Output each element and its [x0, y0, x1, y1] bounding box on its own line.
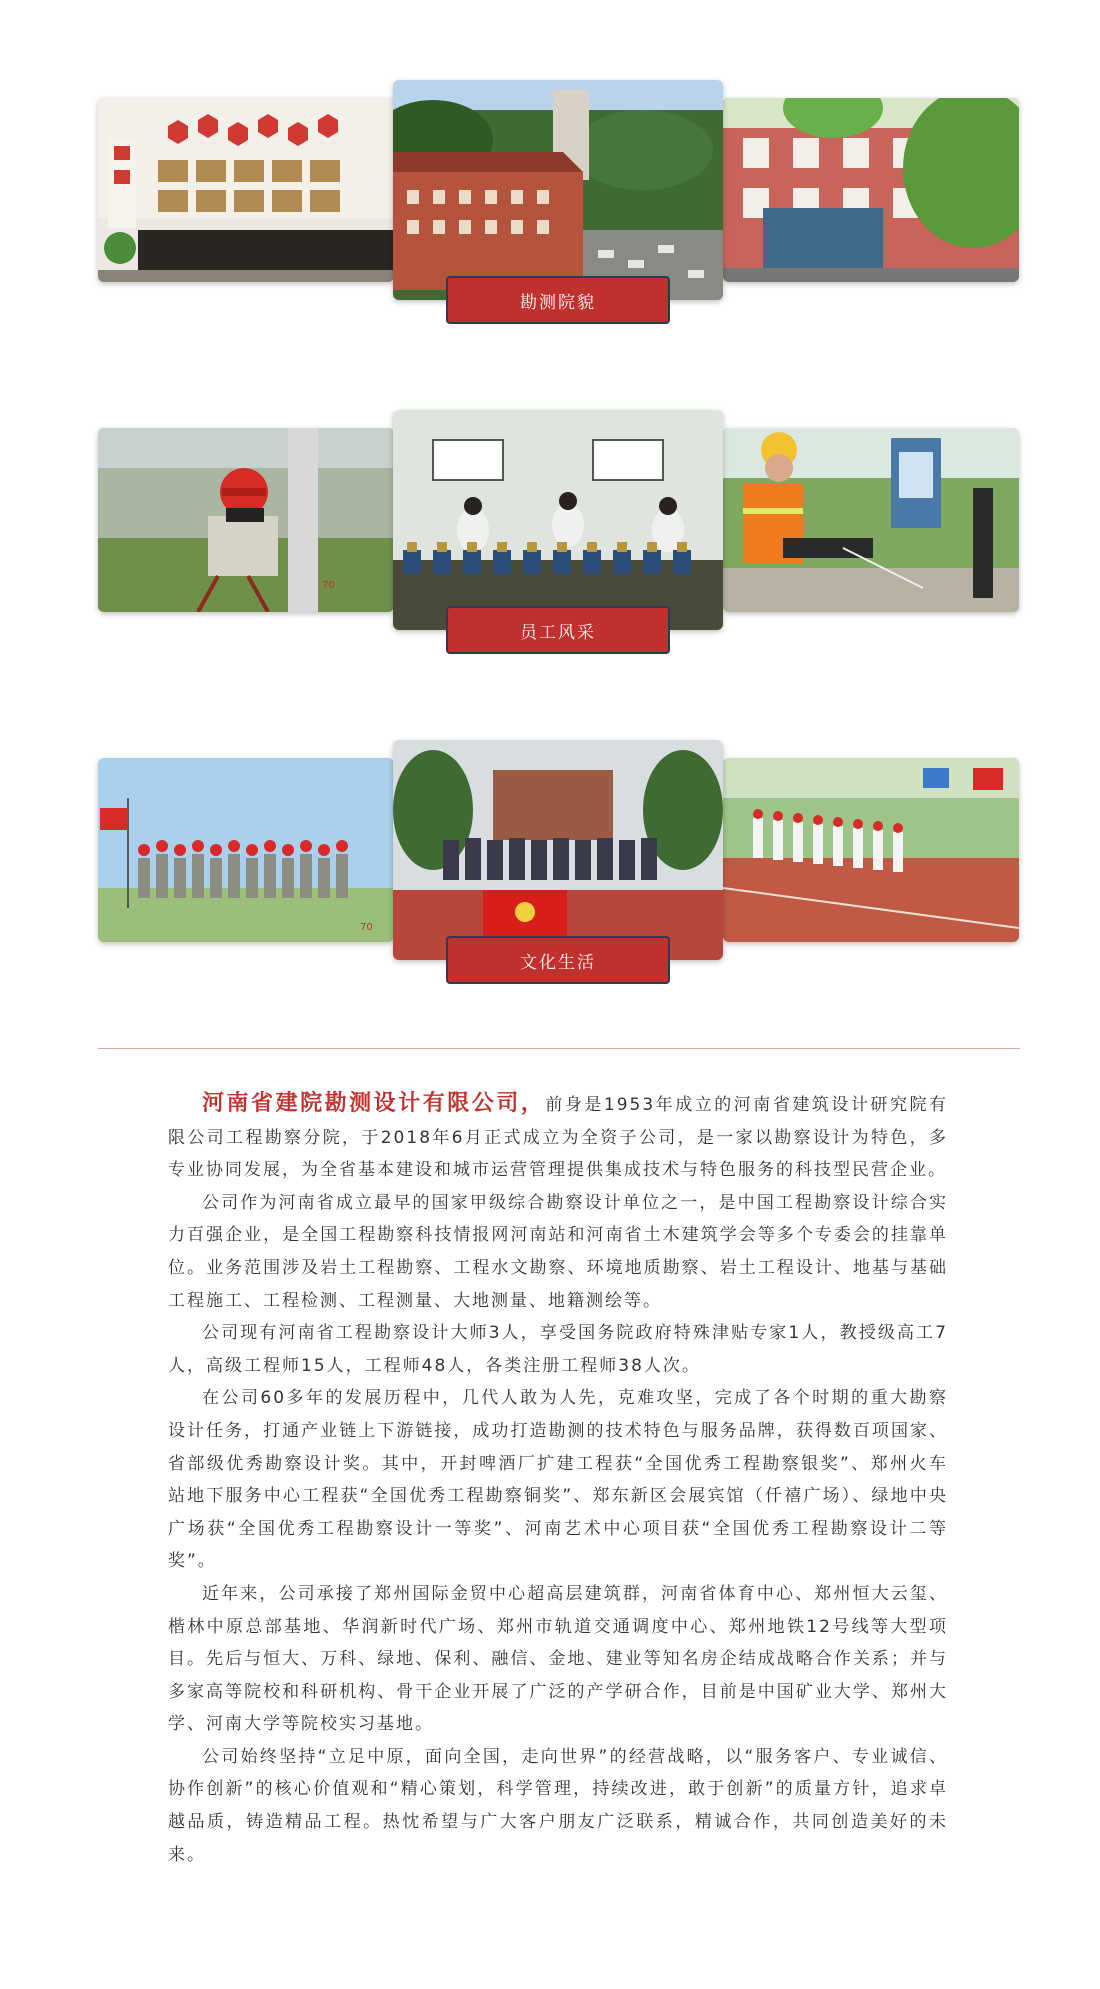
sports-parade-photo[interactable]: [723, 758, 1019, 942]
intro-paragraph-2: 公司作为河南省成立最早的国家甲级综合勘察设计单位之一，是中国工程勘察设计综合实力百强企业，是全国工程勘察科技情报网河南站和河南省土木建筑学会等多个专委会的挂靠单位。业务范围涉及岩土工程勘察、工程水文勘察、环境地质勘察、岩土工程设计、地基与基础工程施工、工程检测、工程测量、大地测量、地籍测绘等。: [168, 1192, 948, 1311]
svg-text:70: 70: [360, 922, 373, 933]
section-divider: [98, 1048, 1020, 1049]
svg-text:70: 70: [322, 580, 335, 591]
caption-campus: 勘测院貌: [446, 276, 670, 324]
gallery-staff: [0, 410, 1100, 660]
caption-culture: 文化生活: [446, 936, 670, 984]
group-photo[interactable]: [393, 740, 723, 960]
intro-paragraph-3: 公司现有河南省工程勘察设计大师3人，享受国务院政府特殊津贴专家1人，教授级高工7人，高级工程师15人，工程师48人，各类注册工程师38人次。: [168, 1323, 948, 1376]
intro-paragraph-4: 在公司60多年的发展历程中，几代人敢为人先，克难攻坚，完成了各个时期的重大勘察设计任务，打通产业链上下游链接，成功打造勘测的技术特色与服务品牌，获得数百项国家、省部级优秀勘察设计奖。其中，开封啤酒厂扩建工程获“全国优秀工程勘察银奖”、郑州火车站地下服务中心工程获“全国优秀工程勘察铜奖”、郑东新区会展宾馆（仟禧广场）、绿地中央广场获“全国优秀工程勘察设计一等奖”、河南艺术中心项目获“全国优秀工程勘察设计二等奖”。: [168, 1388, 948, 1572]
intro-paragraph-1: [168, 1088, 948, 1187]
laboratory-photo[interactable]: [393, 410, 723, 630]
company-introduction: [168, 1088, 948, 1871]
intro-paragraph-1-text: 前身是1953年成立的河南省建筑设计研究院有限公司工程勘察分院，于2018年6月正式成立为全资子公司，是一家以勘察设计为特色，多专业协同发展，为全省基本建设和城市运营管理提供集成技术与特色服务的科技型民营企业。: [168, 1095, 948, 1181]
honor-wall-photo[interactable]: [98, 98, 394, 282]
field-testing-photo[interactable]: [723, 428, 1019, 612]
caption-staff: 员工风采: [446, 606, 670, 654]
campus-aerial-photo[interactable]: [393, 80, 723, 300]
gallery-campus: [0, 80, 1100, 330]
team-flag-photo[interactable]: [98, 758, 394, 942]
surveyor-photo[interactable]: [98, 428, 394, 612]
intro-paragraph-5: 近年来，公司承接了郑州国际金贸中心超高层建筑群，河南省体育中心、郑州恒大云玺、楷林中原总部基地、华润新时代广场、郑州市轨道交通调度中心、郑州地铁12号线等大型项目。先后与恒大、万科、绿地、保利、融信、金地、建业等知名房企结成战略合作关系；并与多家高等院校和科研机构、骨干企业开展了广泛的产学研合作，目前是中国矿业大学、郑州大学、河南大学等院校实习基地。: [168, 1583, 948, 1735]
company-name: 河南省建院勘测设计有限公司，: [202, 1091, 546, 1116]
gallery-culture: [0, 740, 1100, 990]
intro-paragraph-6: 公司始终坚持“立足中原，面向全国，走向世界”的经营战略，以“服务客户、专业诚信、协作创新”的核心价值观和“精心策划，科学管理，持续改进，敢于创新”的质量方针，追求卓越品质，铸造精品工程。热忱希望与广大客户朋友广泛联系，精诚合作，共同创造美好的未来。: [168, 1746, 948, 1865]
office-building-photo[interactable]: [723, 98, 1019, 282]
